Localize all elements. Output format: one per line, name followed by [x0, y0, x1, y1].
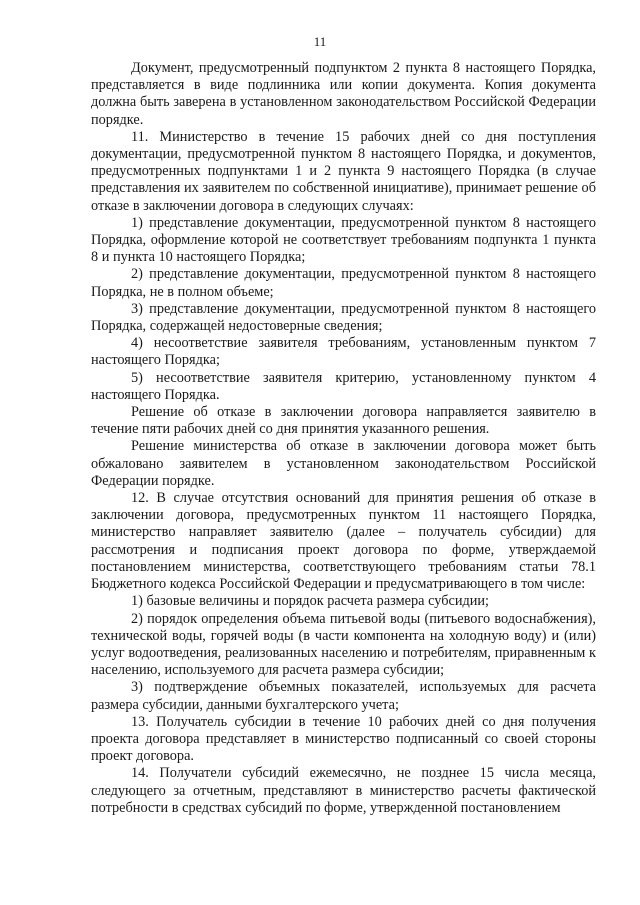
paragraph-item-12-2: 2) порядок определения объема питьевой воды (питьевого водоснабжения), технической воды, горячей воды (в части компонента на холодную воду) и (или) услуг водоотведения, реализованных населению и потребителям, приравненным к населению, используемого для расчета размера субсидии;: [91, 610, 596, 679]
paragraph-item-11-1: 1) представление документации, предусмотренной пунктом 8 настоящего Порядка, оформление которой не соответствует требованиям подпункта 1 пункта 8 и пункта 10 настоящего Порядка;: [91, 214, 596, 266]
paragraph-item-13: 13. Получатель субсидии в течение 10 рабочих дней со дня получения проекта договора представляет в министерство подписанный со своей стороны проект договора.: [91, 713, 596, 765]
paragraph-item-11-4: 4) несоответствие заявителя требованиям, установленным пунктом 7 настоящего Порядка;: [91, 335, 596, 369]
document-body: [91, 60, 596, 817]
paragraph-item-12-1: 1) базовые величины и порядок расчета размера субсидии;: [131, 593, 490, 610]
paragraph-document-copy: Документ, предусмотренный подпунктом 2 пункта 8 настоящего Порядка, представляется в виде подлинника или копии документа. Копия документа должна быть заверена в установленном законодательством Российской Федерации порядке.: [91, 60, 596, 128]
paragraph-item-11-3: 3) представление документации, предусмотренной пунктом 8 настоящего Порядка, содержащей недостоверные сведения;: [91, 300, 596, 335]
paragraph-refusal-notice: Решение об отказе в заключении договора направляется заявителю в течение пяти рабочих дней со дня принятия указанного решения.: [91, 404, 596, 438]
paragraph-refusal-appeal: Решение министерства об отказе в заключении договора может быть обжаловано заявителем в установленном законодательством Российской Федерации порядке.: [91, 438, 596, 489]
paragraph-item-12-3: 3) подтверждение объемных показателей, используемых для расчета размера субсидии, данными бухгалтерского учета;: [91, 679, 596, 713]
paragraph-item-11-2: 2) представление документации, предусмотренной пунктом 8 настоящего Порядка, не в полном объеме;: [91, 266, 596, 300]
paragraph-item-12: 12. В случае отсутствия оснований для принятия решения об отказе в заключении договора, предусмотренных пунктом 11 настоящего Порядка, министерство направляет заявителю (далее – получатель субсидии) для рассмотрения и подписания проект договора по форме, утверждаемой постановлением министерства, соответствующего требованиям статьи 78.1 Бюджетного кодекса Российской Федерации и предусматривающего в том числе:: [91, 490, 596, 593]
page-number: 11: [313, 34, 327, 49]
paragraph-item-14: 14. Получатели субсидий ежемесячно, не позднее 15 числа месяца, следующего за отчетным, представляют в министерство расчеты фактической потребности в средствах субсидий по форме, утвержденной постановлением: [91, 765, 596, 816]
paragraph-item-11: 11. Министерство в течение 15 рабочих дней со дня поступления документации, предусмотренной пунктом 8 настоящего Порядка, и документов, предусмотренных подпунктами 1 и 2 пункта 9 настоящего Порядка (в случае представления их заявителем по собственной инициативе), принимает решение об отказе в заключении договора в следующих случаях:: [91, 128, 596, 214]
paragraph-item-11-5: 5) несоответствие заявителя критерию, установленному пунктом 4 настоящего Порядка.: [91, 369, 596, 403]
